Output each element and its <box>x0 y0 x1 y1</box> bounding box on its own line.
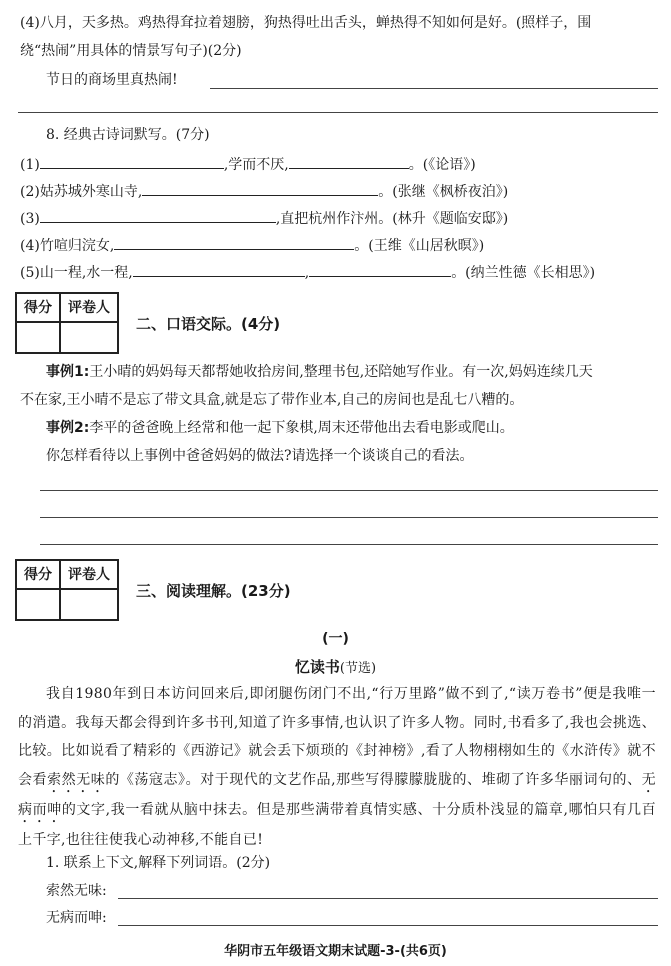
score-input[interactable] <box>17 590 61 619</box>
score-label: 得分 <box>17 294 61 323</box>
dotted-term-1: 索然无味 <box>47 771 106 788</box>
score-input[interactable] <box>17 323 61 352</box>
reviewer-input[interactable] <box>61 590 117 619</box>
section2-answer-line-3[interactable] <box>40 544 658 545</box>
case1-line2: 不在家,王小晴不是忘了带文具盒,就是忘了带作业本,自己的房间也是乱七八糟的。 <box>20 392 524 408</box>
q7-4-prompt: 节日的商场里真热闹! <box>46 72 178 88</box>
q8-blank-2[interactable] <box>142 179 378 196</box>
q8-item-1: (1) ,学而不厌, 。(《论语》) <box>20 152 476 175</box>
q8-item-2: (2)姑苏城外寒山寺, 。(张继《枫桥夜泊》) <box>20 179 508 202</box>
reviewer-label: 评卷人 <box>61 294 117 323</box>
passage-title-row <box>0 656 671 677</box>
reviewer-input[interactable] <box>61 323 117 352</box>
section2-answer-line-2[interactable] <box>40 517 658 518</box>
q8-item-5: (5)山一程,水一程, , 。(纳兰性德《长相思》) <box>20 260 595 283</box>
reviewer-label: 评卷人 <box>61 561 117 590</box>
term2-answer-line[interactable] <box>118 925 658 926</box>
case2-line: 事例2:李平的爸爸晚上经常和他一起下象棋,周末还带他出去看电影或爬山。 <box>46 420 514 436</box>
term1-label: 索然无味: <box>46 883 107 899</box>
q7-4-line2: 绕“热闹”用具体的情景写句子)(2分) <box>20 43 242 59</box>
q7-4-answer-line[interactable] <box>210 88 658 89</box>
q8-title: 8. 经典古诗词默写。(7分) <box>46 127 210 143</box>
passage-part-number: (一) <box>322 631 349 647</box>
score-box-section2 <box>15 292 119 354</box>
score-label: 得分 <box>17 561 61 590</box>
q8-item-3: (3) ,直把杭州作汴州。(林升《题临安邸》) <box>20 206 508 229</box>
q8-blank-4[interactable] <box>114 233 354 250</box>
section3-heading: 三、阅读理解。(23分) <box>136 582 291 600</box>
score-box-section3 <box>15 559 119 621</box>
page-footer: 华阴市五年级语文期末试题-3-(共6页) <box>224 944 447 959</box>
q8-blank-1a[interactable] <box>40 152 224 169</box>
term2-label: 无病而呻: <box>46 910 107 926</box>
dotted-term-2: 无病而呻 <box>18 771 657 818</box>
q7-4-answer-line-2[interactable] <box>18 112 658 113</box>
q8-blank-5b[interactable] <box>309 260 451 277</box>
q8-blank-5a[interactable] <box>133 260 305 277</box>
section2-question: 你怎样看待以上事例中爸爸妈妈的做法?请选择一个谈谈自己的看法。 <box>46 448 474 464</box>
case1-line1: 事例1:王小晴的妈妈每天都帮她收拾房间,整理书包,还陪她写作业。有一次,妈妈连续几天 <box>46 364 593 380</box>
passage-title: 忆读书 <box>294 658 340 676</box>
passage-title-note: (节选) <box>339 661 377 676</box>
section2-heading: 二、口语交际。(4分) <box>136 315 281 333</box>
q8-blank-1b[interactable] <box>289 152 409 169</box>
passage-body: 我自1980年到日本访问回来后,即闭腿伤闭门不出,“行万里路”做不到了,“读万卷书”便是我唯一的消遣。我每天都会得到许多书刊,知道了许多事情,也认识了许多人物。同时,书看多了,我也会挑选、比较。比如说看了精彩的《西游记》就会丢下烦琐的《封神榜》,看了人物栩栩如生的《水浒传》就不会看索然无味的《荡寇志》。对于现代的文艺作品,那些写得朦朦胧胧的、堆砌了许多华丽词句的、无病而呻的文字,我一看就从脑中抹去。但是那些满带着真情实感、十分质朴浅显的篇章,哪怕只有几百上千字,也往往使我心动神移,不能自已! <box>18 686 657 848</box>
term1-answer-line[interactable] <box>118 898 658 899</box>
q8-blank-3[interactable] <box>40 206 276 223</box>
section3-q1: 1. 联系上下文,解释下列词语。(2分) <box>46 855 271 871</box>
q7-4-line1: (4)八月，天多热。鸡热得耷拉着翅膀，狗热得吐出舌头，蝉热得不知如何是好。(照样子，围 <box>20 15 592 31</box>
q8-item-4: (4)竹喧归浣女, 。(王维《山居秋暝》) <box>20 233 484 256</box>
section2-answer-line-1[interactable] <box>40 490 658 491</box>
